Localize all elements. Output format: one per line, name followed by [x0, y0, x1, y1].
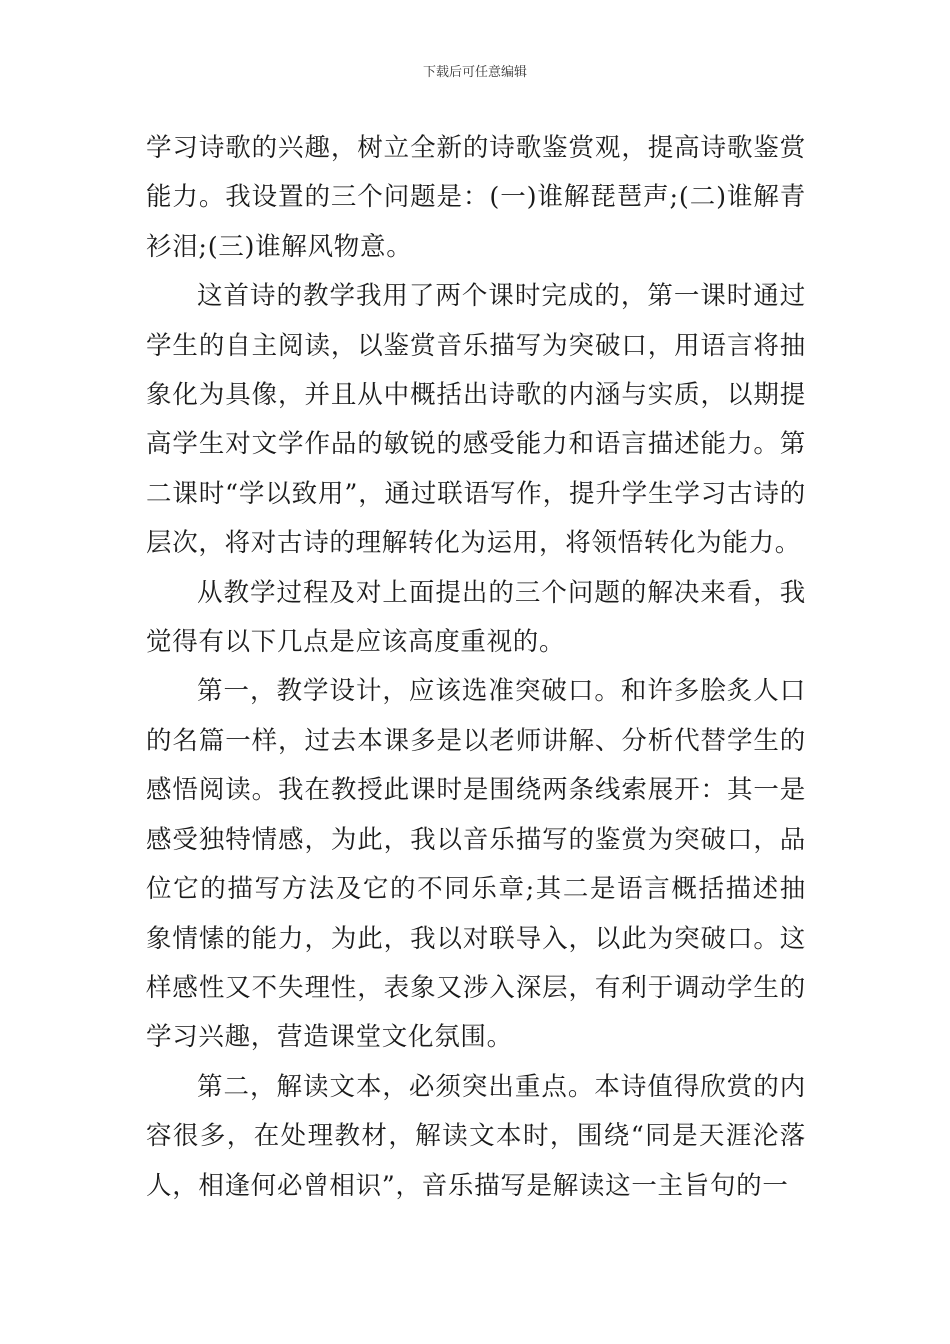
paragraph-continuation: 学习诗歌的兴趣，树立全新的诗歌鉴赏观，提高诗歌鉴赏能力。我设置的三个问题是：(一)谁解琵琶声;(二)谁解青衫泪;(三)谁解风物意。: [146, 133, 806, 262]
page-header-note: 下载后可任意编辑: [422, 65, 527, 80]
document-body: [146, 124, 806, 1211]
paragraph-lesson-plan: 这首诗的教学我用了两个课时完成的，第一课时通过学生的自主阅读，以鉴赏音乐描写为突破口，用语言将抽象化为具像，并且从中概括出诗歌的内涵与实质，以期提高学生对文学作品的敏锐的感受能力和语言描述能力。第二课时“学以致用”，通过联语写作，提升学生学习古诗的层次，将对古诗的理解转化为运用，将领悟转化为能力。: [146, 281, 806, 559]
paragraph-reflection-intro: 从教学过程及对上面提出的三个问题的解决来看，我觉得有以下几点是应该高度重视的。: [146, 577, 806, 658]
paragraph-point-one: 第一，教学设计，应该选准突破口。和许多脍炙人口的名篇一样，过去本课多是以老师讲解、分析代替学生的感悟阅读。我在教授此课时是围绕两条线索展开：其一是感受独特情感，为此，我以音乐描写的鉴赏为突破口，品位它的描写方法及它的不同乐章;其二是语言概括描述抽象情愫的能力，为此，我以对联导入，以此为突破口。这样感性又不失理性，表象又涉入深层，有利于调动学生的学习兴趣，营造课堂文化氛围。: [146, 676, 806, 1053]
paragraph-point-two: 第二，解读文本，必须突出重点。本诗值得欣赏的内容很多，在处理教材，解读文本时，围绕“同是天涯沦落人，相逢何必曾相识”，音乐描写是解读这一主旨句的一: [146, 1071, 806, 1201]
